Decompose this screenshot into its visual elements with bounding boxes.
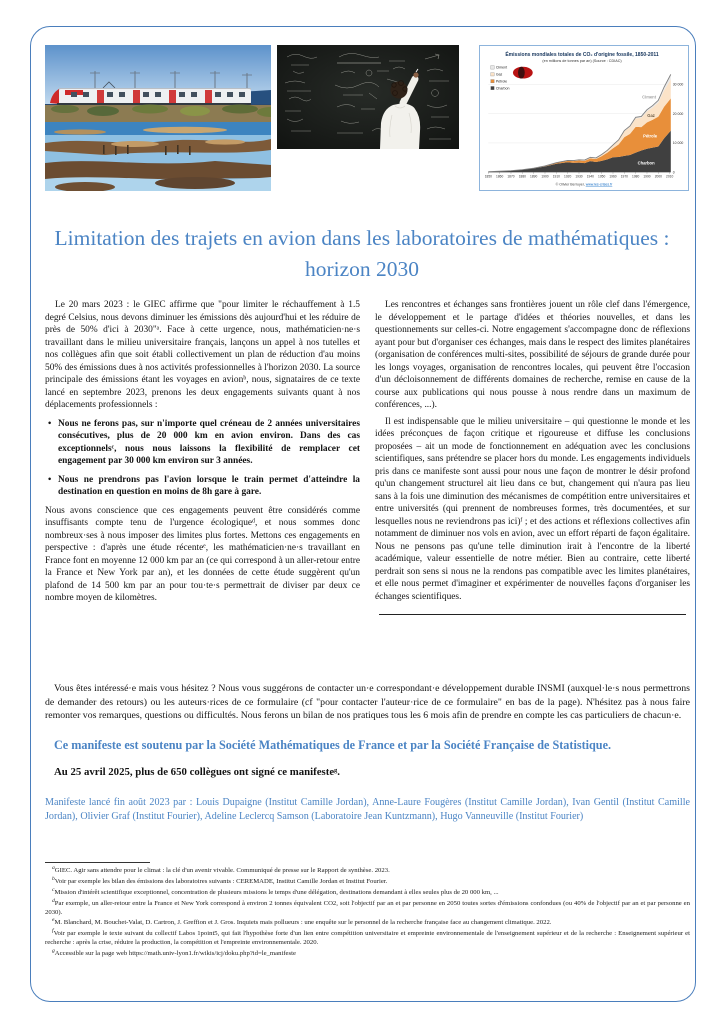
legend-swatch-ciment [491, 66, 494, 69]
left-column [45, 299, 360, 615]
footnote [45, 948, 690, 959]
footnote-rule [45, 862, 150, 863]
emissions-chart [479, 45, 689, 191]
legend-swatch-gaz [491, 73, 494, 76]
chart-areas [488, 74, 670, 172]
footnote [45, 917, 690, 928]
paragraph-university: Il est indispensable que le milieu universitaire – qui questionne le monde et les idées préconçues de façon critique et rigoureuse et diffuse les conclusions proposées – ait un mode de fonctionnement en adéquation avec les conclusions scientifiques, sans prétendre se placer hors du monde. Les engagements individuels pris dans ce manifeste sont aussi pour nous une façon de montrer le désir profond qu'un changement structurel ait lieu dans ce but, changement qui n'aura pas lieu sans à la fois une diminution des mécanismes de compétition entre universitaires et entre universités (qui prennent de nombreuses formes, très documentées, et sur lesquelles nous ne reviendrons pas ici)ᶠ ; et des actions et réflexions collectives afin notamment de diminuer nos vols en avion, avec un effort réparti de façon égalitaire. Nous ne pensons pas qu'une telle diminution irait à l'encontre de la liberté académique, valeur essentielle de notre métier. Bien au contraire, cette liberté perdrait son sens si nous ne la rendons pas compatible avec les limites planétaires, et elle nous permet d'imaginer et expérimenter de nouvelles façons d'organiser les échanges scientifiques. [375, 416, 690, 602]
footnote-marker: g [52, 948, 55, 955]
x-tick-label: 1950 [598, 174, 606, 179]
x-tick-label: 1880 [518, 174, 526, 179]
commitment-item: • Nous ne ferons pas, sur n'importe quel créneau de 2 années universitaires consécutives, plus de 20 000 km en avion environ. Dans des cas exceptionnelsᶜ, nous nous laissons la flexibilité de remplacer cet engagement par 30 000 km environ sur 3 années. [58, 418, 360, 468]
paragraph-exchanges: Les rencontres et échanges sans frontières jouent un rôle clef dans l'émergence, le développement et le partage d'idées et théories nouvelles, et dans les questionnements sur celles-ci. Notre engagement s'accompagne donc de réflexions ayant pour but d'organiser ces échanges, mais dans le respect des limites planétaires (organisation de conférences multi-sites, possibilité de séjours de grande durée pour les longs voyages, organisation de rencontres locales, qui peuvent être l'occasion d'un décloisonnement de différents domaines de recherche, remise en cause de la course aux publications qui nous pousse à nous rendre dans un maximum de conférences, ...). [375, 300, 690, 410]
column-divider [379, 614, 686, 615]
blackboard-photo [277, 45, 459, 149]
right-column [375, 299, 690, 615]
footnote [45, 887, 690, 898]
body-columns [45, 299, 690, 615]
footnote [45, 928, 690, 948]
x-tick-label: 1980 [632, 174, 640, 179]
y-tick-label: 20 000 [672, 111, 684, 116]
footnote-marker: a [52, 865, 55, 871]
footnotes-section [45, 862, 690, 959]
hand [413, 72, 418, 77]
embankment [45, 105, 271, 123]
legend-label: Charbon [495, 86, 510, 91]
outro-section [45, 682, 690, 824]
blackboard-illustration [277, 45, 459, 149]
footnote-text: Par exemple, un aller-retour entre la France et New York correspond à environ 2 tonnes équivalent CO2, soit l'objectif par an et par personne en 2050 toutes sortes d'émissions confondues (ou 40% de l'objectif par an et par personne en 2030). [45, 900, 690, 916]
x-tick-label: 1960 [609, 174, 617, 179]
x-tick-label: 1900 [541, 174, 549, 179]
chart-credit [556, 183, 613, 187]
y-tick-label: 10 000 [672, 141, 684, 146]
marsh [45, 122, 271, 191]
commitment-item: • Nous ne prendrons pas l'avion lorsque le train permet d'atteindre la destination en question en moins de 8h gare à gare. [58, 474, 360, 499]
footnote-text: M. Blanchard, M. Bouchet-Valat, D. Cartron, J. Greffion et J. Gros. Inquiets mais pollueurs : une enquête sur le personnel de la recherche française face au changement climatique. 2022. [54, 919, 552, 927]
footnote-text: GIEC. Agir sans attendre pour le climat : la clé d'un avenir vivable. Communiqué de presse sur le Rapport de synthèse. 2023. [54, 867, 390, 875]
train-photo [45, 45, 271, 191]
launch-credits: Manifeste lancé fin août 2023 par : Louis Dupaigne (Institut Camille Jordan), Anne-Laure Fougères (Institut Camille Jordan), Ivan Gentil (Institut Camille Jordan), Olivier Graf (Institut Fourier), Adeline Leclercq Samson (Laboratoire Jean Kuntzmann), Hugo Vanneuville (Institut Fourier) [45, 796, 690, 822]
chalkboard [277, 45, 459, 149]
train-illustration [45, 45, 271, 191]
x-tick-label: 1970 [620, 174, 628, 179]
chart-title: Émissions mondiales totales de CO₂ d'origine fossile, 1850-2011 [505, 51, 659, 58]
header-images [45, 45, 689, 191]
x-tick-label: 1990 [643, 174, 651, 179]
credit-link[interactable]: www.les-crises.fr [585, 182, 613, 187]
x-tick-label: 1890 [530, 174, 538, 179]
footnote-marker: f [52, 928, 54, 935]
x-tick-label: 1860 [496, 174, 504, 179]
footnote-text: Voir par exemple les bilan des émissions des laboratoires suivants : CEREMADE, Institut Camille Jordan et Institut Fourier. [54, 878, 388, 886]
footnote-text: Mission d'intérêt scientifique exceptionnel, concentration de plusieurs missions le temps d'une délégation, destinations demandant à elles seules plus de 20 000 km, ... [54, 889, 499, 897]
x-tick-label: 1850 [484, 174, 492, 179]
x-tick-label: 1910 [552, 174, 560, 179]
chart-subtitle: (en millions de tonnes par an) (Source : CDIAC) [542, 58, 622, 63]
y-tick-label: 30 000 [672, 82, 684, 87]
footnote-text: Voir par exemple le texte suivant du collectif Labos 1point5, qui fait l'hypothèse forte d'un lien entre compétition universitaire et empreinte environnementale de l'enseignement supérieur et de la recherche : Enseignement supérieur et recherche : après la crise, réduire la production, la compétition et l'empreinte environnementale. 2020. [45, 930, 690, 947]
x-tick-label: 1940 [586, 174, 594, 179]
x-tick-label: 2000 [654, 174, 662, 179]
legend-swatch-pétrole [491, 80, 494, 83]
x-tick-label: 1920 [564, 174, 572, 179]
commitments-list [45, 418, 360, 499]
les-crises-logo-icon [513, 67, 533, 79]
series-label-ciment: Ciment [642, 94, 657, 100]
series-label-pétrole: Pétrole [643, 133, 658, 139]
signature-count: Au 25 avril 2025, plus de 650 collègues ont signé ce manifesteᵍ. [54, 765, 341, 778]
credit-text: © Olivier Berruyer, [555, 182, 586, 187]
document-title: Limitation des trajets en avion dans les laboratoires de mathématiques : horizon 2030 [54, 226, 670, 281]
chart-legend [491, 66, 510, 91]
paragraph-contact: Vous êtes intéressé·e mais vous hésitez ? Nous vous suggérons de contacter un·e correspondant·e développement durable INSMI (auxquel·le·s nous permettrons de demander des retours) ou les auteurs·rices de ce formulaire (cf "pour contacter l'auteur·rice de ce formulaire" en bas de la page). N'hésitez pas à nous faire remonter vos remarques, questions ou difficultés. Nous ferons un bilan de nos pratiques tous les 6 mois afin de prendre en compte les cas particuliers de chacun·e. [45, 683, 690, 722]
legend-label: Pétrole [495, 79, 508, 84]
paragraph-perspective: Nous avons conscience que ces engagements peuvent être considérés comme insuffisants compte tenu de l'urgence écologiqueᵈ, et nous sommes donc nombreux·ses à nous imposer des limites plus fortes. Mettons ces engagements en perspective : d'après une étude récenteᵉ, les mathématicien·ne·s travaillant en France font en moyenne 12 000 km par an (ce qui correspond à un aller-retour entre la France et New York par an), et les données de cette étude suggèrent qu'un plafond de 14 500 km par an pour tou·te·s permettrait de diviser par deux ce nombre moyen de kilomètres. [45, 505, 360, 603]
footnote [45, 876, 690, 887]
footnote [45, 865, 690, 876]
series-label-gaz: Gaz [647, 113, 655, 119]
support-statement: Ce manifeste est soutenu par la Société Mathématiques de France et par la Société Française de Statistique. [54, 738, 612, 753]
footnote-marker: e [52, 917, 55, 924]
footnote [45, 898, 690, 918]
legend-label: Ciment [495, 65, 508, 70]
legend-label: Gaz [495, 72, 503, 77]
footnote-text: Accessible sur la page web https://math.univ-lyon1.fr/wikis/icj/doku.php?id=le_manifeste [54, 950, 296, 958]
x-tick-label: 1930 [575, 174, 583, 179]
footnote-marker: d [52, 897, 55, 904]
paragraph-intro: Le 20 mars 2023 : le GIEC affirme que "pour limiter le réchauffement à 1.5 degré Celsius, nous devons diminuer les émissions dès aujourd'hui et les réduire de près de 50% d'ici à 2030"ᵃ. Face à cette urgence, nous, mathématicien·ne·s travaillant dans le milieu universitaire français, lançons un appel à nos tutelles et nos collègues afin que soit établi collectivement un plan de réduction d'au moins 50% des émissions dues à nos activités professionnelles à l'horizon 2030. La source principale des émissions étant les voyages en avionᵇ, nous, signataires de ce texte lancé en septembre 2023, prenons les deux engagements suivants quant à nos déplacements professionnels : [45, 300, 360, 410]
x-tick-label: 2010 [666, 174, 674, 179]
y-tick-label: 0 [672, 170, 675, 175]
emissions-chart-svg [480, 46, 688, 190]
legend-swatch-charbon [491, 86, 494, 89]
footnote-marker: b [52, 875, 55, 882]
series-label-charbon: Charbon [637, 160, 655, 166]
footnote-marker: c [52, 886, 55, 893]
x-tick-label: 1870 [507, 174, 515, 179]
